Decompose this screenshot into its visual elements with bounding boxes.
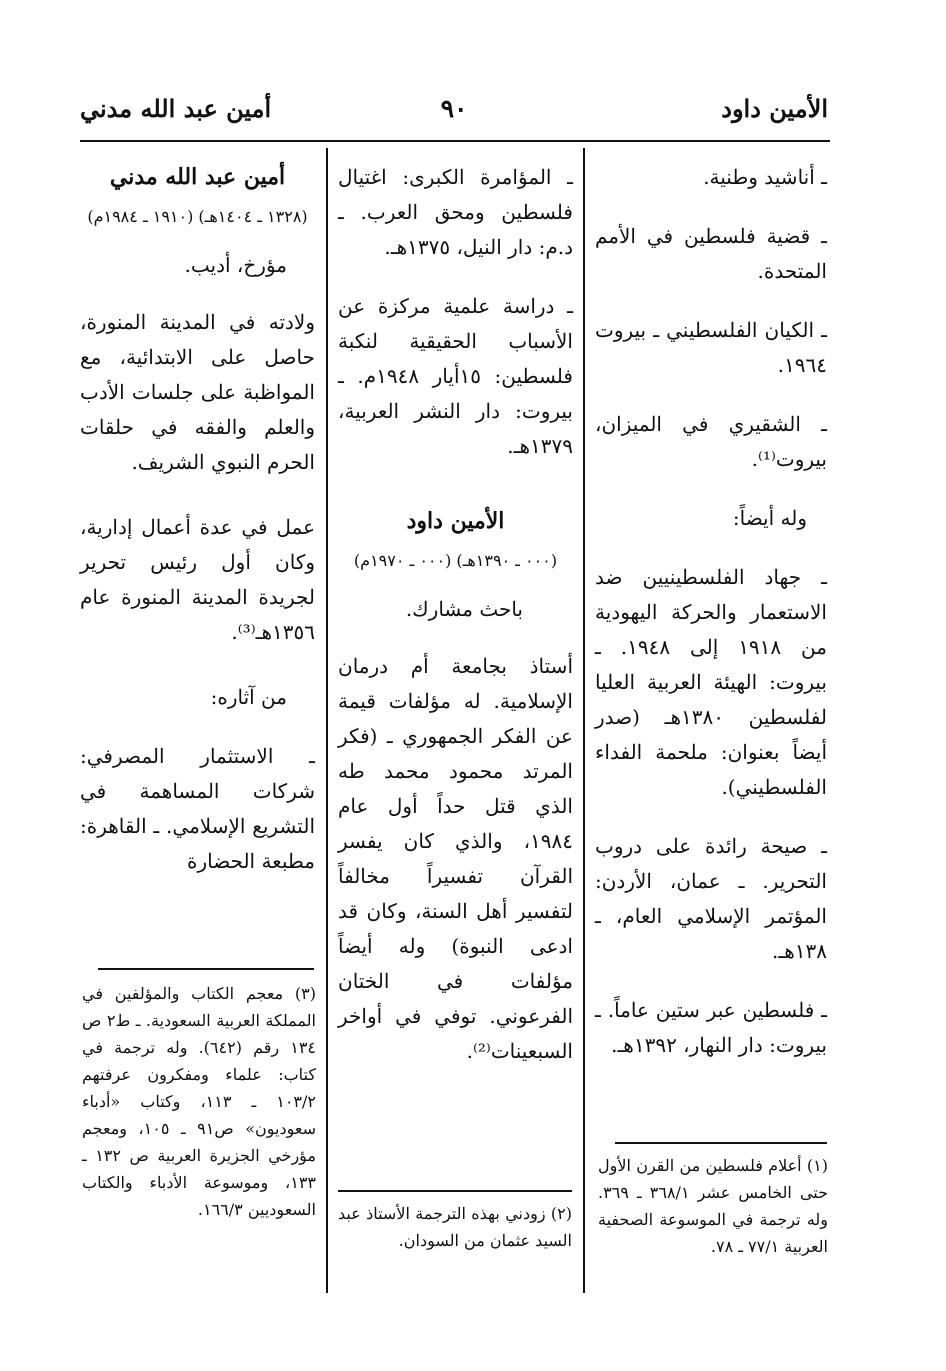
header-right-title: الأمين داود <box>721 94 828 123</box>
biography-name: الأمين داود <box>406 508 505 534</box>
biography-dates: (٠٠٠ ـ ١٣٩٠هـ) (٠٠٠ ـ ١٩٧٠م) <box>353 551 558 570</box>
work-entry: ـ المؤامرة الكبرى: اغتيال فلسطين ومحق العرب. ـ د.م: دار النيل، ١٣٧٥هـ. <box>338 165 573 259</box>
page-number: ٩٠ <box>440 94 468 123</box>
biography-text: أستاذ بجامعة أم درمان الإسلامية. له مؤلفات قيمة عن الفكر الجمهوري ـ (فكر المرتد محمود محمد طه الذي قتل حداً أول عام ١٩٨٤، والذي كان يفسر القرآن تفسيراً مخالفاً لتفسير أهل السنة، وكان قد ادعى النبوة) وله أيضاً مؤلفات في الختان الفرعوني. توفي في أواخر السبعينات⁽²⁾. <box>338 654 573 1063</box>
header-rule <box>80 140 830 142</box>
footnote-rule-middle <box>338 1190 572 1192</box>
biography-role: مؤرخ، أديب. <box>184 253 287 277</box>
footnote-1: (١) أعلام فلسطين من القرن الأول حتى الخامس عشر ٣٦٨/١ ـ ٣٦٩. وله ترجمة في الموسوعة الصحفية العربية ٧٧/١ ـ ٧٨. <box>598 1156 829 1256</box>
work-entry: ـ الاستثمار المصرفي: شركات المساهمة في التشريع الإسلامي. ـ القاهرة: مطبعة الحضارة <box>80 744 315 873</box>
work-entry: ـ دراسة علمية مركزة عن الأسباب الحقيقية لنكبة فلسطين: ١٥أيار ١٩٤٨م. ـ بيروت: دار النشر العربية، ١٣٧٩هـ. <box>338 294 573 458</box>
biography-dates: (١٣٢٨ ـ ١٤٠٤هـ) (١٩١٠ ـ ١٩٨٤م) <box>87 207 308 226</box>
work-entry: ـ صيحة رائدة على دروب التحرير. ـ عمان، الأردن: المؤتمر الإسلامي العام، ـ ١٣٨هـ. <box>595 834 827 963</box>
left-column <box>80 160 315 903</box>
footnote-rule-right <box>615 1142 827 1144</box>
footnote-2: (٢) زودني بهذه الترجمة الأستاذ عبد السيد عثمان من السودان. <box>338 1204 572 1250</box>
right-column <box>595 160 827 1087</box>
header-left-title: أمين عبد الله مدني <box>80 94 272 123</box>
column-divider-right <box>583 148 585 1293</box>
column-divider-left <box>326 148 328 1293</box>
also-heading: وله أيضاً: <box>732 506 807 530</box>
work-entry: ـ فلسطين عبر ستين عاماً. ـ بيروت: دار النهار، ١٣٩٢هـ. <box>595 998 827 1057</box>
biography-paragraph: عمل في عدة أعمال إدارية، وكان أول رئيس تحرير لجريدة المدينة المنورة عام ١٣٥٦هـ⁽³⁾. <box>80 515 315 644</box>
running-header <box>80 94 828 134</box>
biography-role: باحث مشارك. <box>405 597 523 621</box>
work-entry: ـ قضية فلسطين في الأمم المتحدة. <box>595 224 827 283</box>
work-entry: ـ الكيان الفلسطيني ـ بيروت ١٩٦٤. <box>595 318 827 377</box>
work-entry: ـ جهاد الفلسطينيين ضد الاستعمار والحركة اليهودية من ١٩١٨ إلى ١٩٤٨. ـ بيروت: الهيئة العربية العليا لفلسطين ١٣٨٠هـ (صدر أيضاً بعنوان: ملحمة الفداء الفلسطيني). <box>595 565 827 799</box>
footnote-rule-left <box>98 968 314 970</box>
work-entry: ـ الشقيري في الميزان، بيروت⁽¹⁾. <box>595 412 827 471</box>
footnote-3: (٣) معجم الكتاب والمؤلفين في المملكة العربية السعودية. ـ ط٢ ص ١٣٤ رقم (٦٤٢). وله ترجمة في كتاب: علماء ومفكرون عرفتهم ١٠٣/٢ ـ ١١٣، وكتاب «أدباء سعوديون» ص٩١ ـ ١٠٥، ومعجم مؤرخي الجزيرة العربية ص ١٣٢ ـ ١٣٣، وموسوعة الأدباء والكتاب السعوديين ١٦٦/٣. <box>82 984 317 1219</box>
biography-name: أمين عبد الله مدني <box>109 164 286 190</box>
middle-column <box>338 160 573 1093</box>
work-entry: ـ أناشيد وطنية. <box>703 165 827 189</box>
biography-paragraph: ولادته في المدينة المنورة، حاصل على الابتدائية، مع المواظبة على جلسات الأدب والعلم والفقه في حلقات الحرم النبوي الشريف. <box>80 310 315 474</box>
works-heading: من آثاره: <box>210 685 287 709</box>
